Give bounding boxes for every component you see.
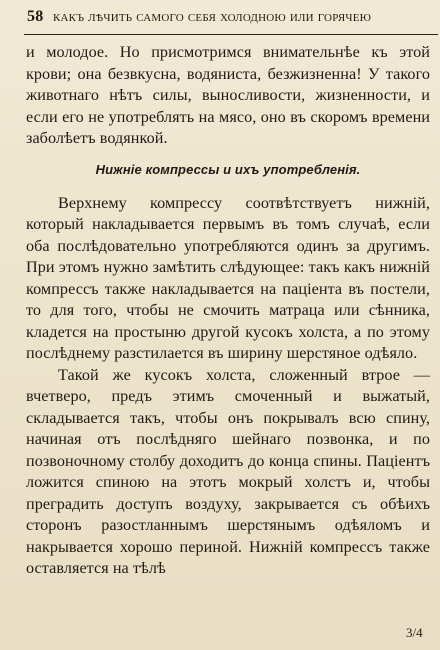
section-title: Нижніе компрессы и ихъ употребленія. [95,161,361,177]
paragraph-3: Такой же кусокъ холста, сложенный втрое — вчетверо, предъ этимъ смоченный и выжатый, складывается такъ, чтобы онъ покрывалъ всю спину, начиная отъ послѣдняго шейнаго позвонка, и по позвоночному столбу доходитъ до конца спины. Пацiентъ ложится спиною на этотъ мокрый холстъ и, чтобы преградить доступъ воздуху, закрывается съ обѣихъ сторонъ разостланнымъ шерстянымъ одѣяломъ и накрывается хорошо периной. Нижній компрессъ также оставляется на тѣлѣ [26,365,430,577]
trailing-fraction: 3/4 [406,625,423,640]
running-title: какъ лѣчить самого себя холодною или горячею [53,9,372,25]
header-rule [24,34,438,35]
paragraph-1: и молодое. Но присмотримся внимательнѣе къ этой крови; она безвкусна, водяниста, безжизненна! У такого животнаго нѣтъ силы, выносливости, жизненности, и если его не употреблять на мясо, оно въ скоромъ времени заболѣетъ водянкой. [26,43,430,147]
paragraph-2: Верхнему компрессу соотвѣтствуетъ нижній, который накладывается первымъ въ томъ случаѣ, если оба послѣдовательно употребляются одинъ за другимъ. При этомъ нужно замѣтить слѣдующее: такъ какъ нижній компрессъ также накладывается на пацiента въ постели, то для того, чтобы не смочить матраца или сѣнника, кладется на простыню другой кусокъ холста, а по этому послѣднему разстилается въ ширину шерстяное одѣяло. [26,193,430,362]
page-number: 58 [27,8,44,25]
page-body [26,42,430,580]
page-header [27,8,427,30]
